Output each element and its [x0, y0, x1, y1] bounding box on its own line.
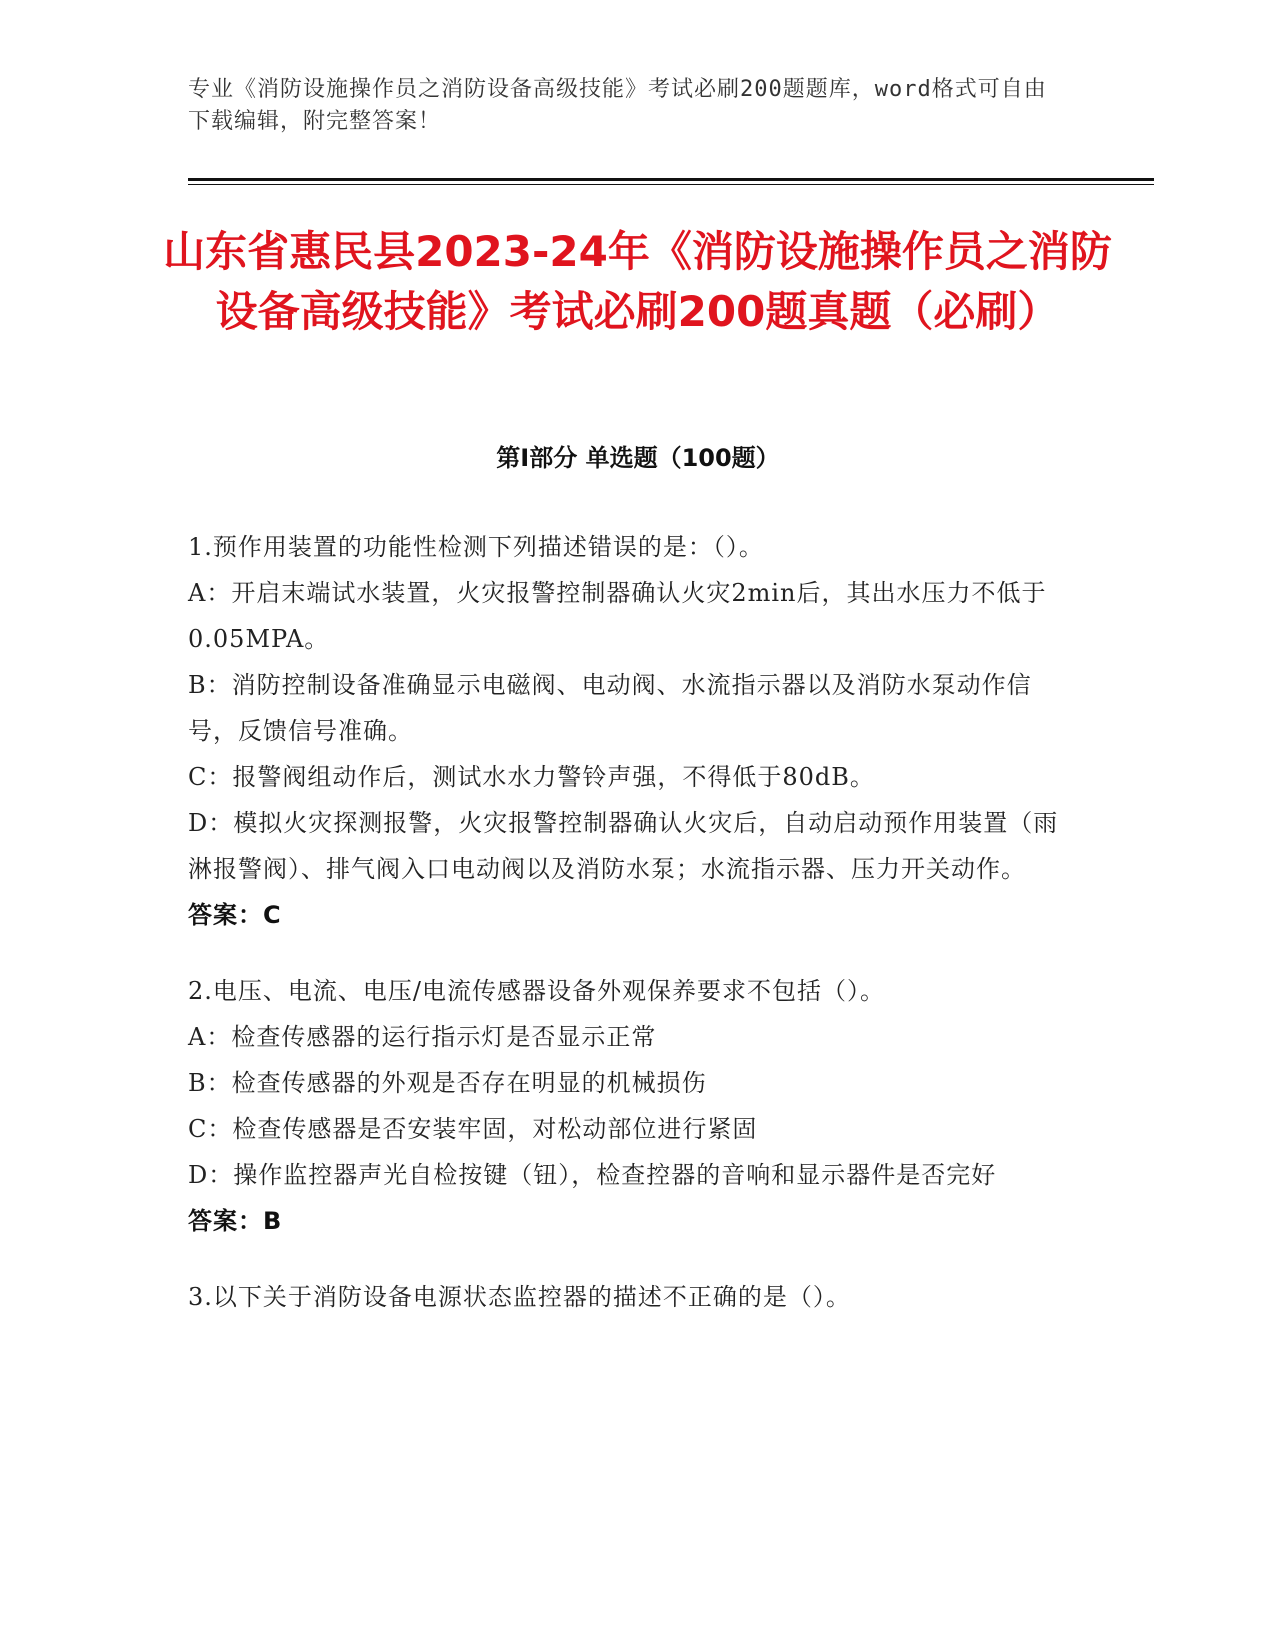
question-stem: 3.以下关于消防设备电源状态监控器的描述不正确的是（）。 [188, 1283, 851, 1311]
option-c: C：报警阀组动作后，测试水水力警铃声强，不得低于80dB。 [188, 763, 875, 791]
option-c: C：检查传感器是否安装牢固，对松动部位进行紧固 [188, 1115, 758, 1143]
option-a: A：检查传感器的运行指示灯是否显示正常 [188, 1023, 657, 1051]
question-1 [188, 524, 1068, 938]
question-2 [188, 968, 1068, 1244]
question-stem: 2.电压、电流、电压/电流传感器设备外观保养要求不包括（）。 [188, 977, 885, 1005]
option-d: D：操作监控器声光自检按键（钮），检查控器的音响和显示器件是否完好 [188, 1161, 997, 1189]
option-a: A：开启末端试水装置，火灾报警控制器确认火灾2min后，其出水压力不低于0.05MPA。 [188, 579, 1047, 653]
option-d: D：模拟火灾探测报警，火灾报警控制器确认火灾后，自动启动预作用装置（雨淋报警阀）、排气阀入口电动阀以及消防水泵；水流指示器、压力开关动作。 [188, 809, 1059, 883]
answer: 答案：B [188, 1207, 283, 1235]
option-b: B：检查传感器的外观是否存在明显的机械损伤 [188, 1069, 707, 1097]
header-note: 专业《消防设施操作员之消防设备高级技能》考试必刷200题题库，word格式可自由下载编辑，附完整答案！ [188, 77, 1047, 134]
header-rule [188, 178, 1154, 181]
question-list [188, 524, 1068, 1350]
question-3 [188, 1274, 1068, 1320]
document-title: 山东省惠民县2023-24年《消防设施操作员之消防设备高级技能》考试必刷200题真题（必刷） [163, 227, 1112, 336]
header-rule-thin [188, 184, 1154, 185]
question-stem: 1.预作用装置的功能性检测下列描述错误的是：（）。 [188, 533, 764, 561]
answer: 答案：C [188, 901, 282, 929]
section-title: 第Ⅰ部分 单选题（100题） [496, 444, 780, 472]
option-b: B：消防控制设备准确显示电磁阀、电动阀、水流指示器以及消防水泵动作信号，反馈信号准确。 [188, 671, 1032, 745]
